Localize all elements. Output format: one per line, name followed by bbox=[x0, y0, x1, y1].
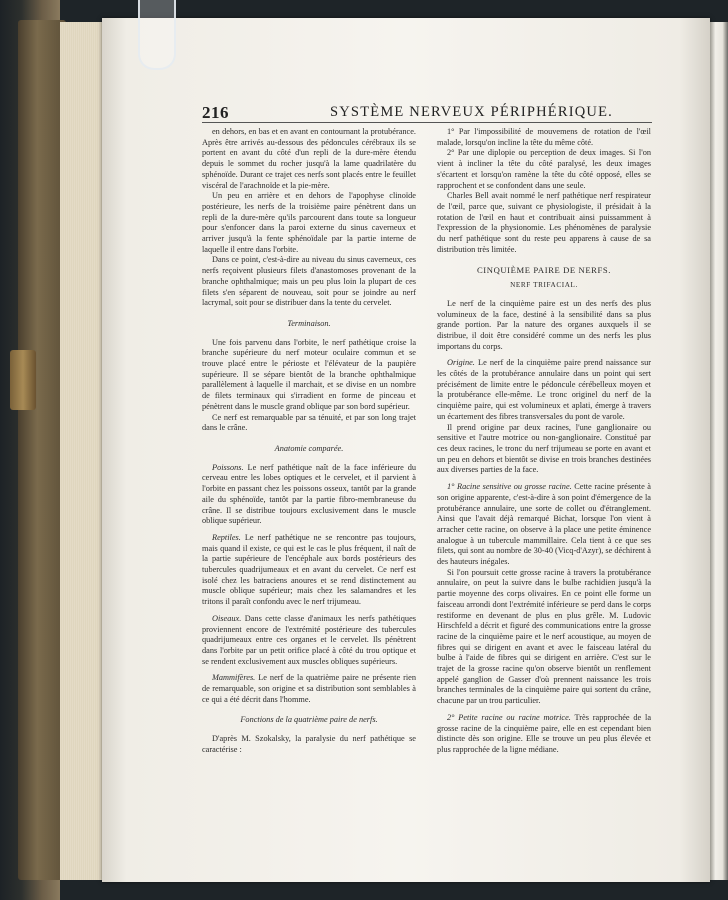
paragraph bbox=[202, 533, 416, 608]
section-heading-fonctions: Fonctions de la quatrième paire de nerfs. bbox=[240, 715, 378, 725]
header-rule bbox=[202, 122, 652, 123]
paragraph: en dehors, en bas et en avant en contournant la protubérance. Après être arrivés au-dessous des pédoncules cérébraux ils se portent en avant du côté d'un repli de la dure-mère étendu depuis le sommet du rocher jusqu'à la lame quadrilatère du sphénoïde. Durant ce trajet ces nerfs sont placés entre le feuillet viscéral de l'arachnoïde et la pie-mère. bbox=[202, 127, 416, 190]
bookmark-clip-icon bbox=[138, 0, 176, 70]
paragraph-text: Le nerf de la cinquième paire prend naissance sur les côtés de la protubérance annulaire dans un point qui sert précisément de limite entre le pédoncule cérébelleux moyen et la protubérance elle-même. Le tronc originel du nerf de la cinquième paire, qui est volumineux et aplati, émerge à travers un écartement des fibres transversales du pont de varole. bbox=[437, 358, 651, 421]
left-text-column bbox=[202, 127, 416, 756]
paragraph-text: Cette racine présente à son origine apparente, c'est-à-dire à son point d'émergence de la protubérance annulaire, une sorte de collet ou d'étranglement. Ainsi que l'avait déjà remarqué Bichat, lorsque l'on vient à arracher cette racine, on observe à la place une petite éminence analogue à un tubercule mammillaire. Cela tient à ce que ses filets, qui sont au nombre de 30-40 (Vicq-d'Azyr), se déchirent à des hauteurs inégales. bbox=[437, 482, 651, 567]
paragraph: D'après M. Szokalsky, la paralysie du nerf pathétique se caractérise : bbox=[202, 734, 416, 754]
paragraph-text: Le nerf pathétique ne se rencontre pas toujours, mais quand il existe, ce qui est le cas le plus fréquent, il naît de la partie supérieure de l'encéphale aux bords postérieurs des tubercules quadrijumeaux et en avant du cervelet. Ce nerf est isolé chez les batraciens anoures et se rend distinctement au muscle oblique supérieur; mais chez les salamandres et les tritons il paraît confondu avec le nerf trijumeau. bbox=[202, 532, 416, 607]
section-subheading-trifacial: NERF TRIFACIAL. bbox=[510, 281, 578, 290]
paragraph-text: Dans cette classe d'animaux les nerfs pathétiques proviennent encore de l'extrémité postérieure des tubercules quadrijumeaux entre ces organes et le cervelet. Ils pénètrent dans l'orbite par un petit orifice placé à côté du trou optique et se rendent exclusivement aux muscles obliques supérieurs. bbox=[202, 613, 416, 666]
paragraph: Si l'on poursuit cette grosse racine à travers la protubérance annulaire, on peut la suivre dans le bulbe rachidien jusqu'à la partie moyenne des corps olivaires. En ce point elle forme un faisceau arrondi dont l'extrémité inférieure se perd dans le corps restiforme en devenant de plus en plus grêle. M. Ludovic Hirschfeld a décrit et figuré des communications entre la grosse racine de la cinquième paire et le nerf acoustique, au moyen de fibres qui se dirigent en avant et avec le faisceau latéral du bulbe à l'aide de fibres qui se dirigent en arrière. C'est sur le trajet de la grosse racine qu'on observe bientôt un renflement appelé ganglion de Gasser d'où prennent naissance les trois branches terminales de la cinquième paire qui sortent du crâne, chacune par un trou particulier. bbox=[437, 567, 651, 706]
paragraph: Le nerf de la cinquième paire est un des nerfs des plus volumineux de la face, destiné à la sensibilité dans sa plus grande portion. Par la nature des organes auxquels il se distribue, il doit être considéré comme un des nerfs les plus importans du corps. bbox=[437, 298, 651, 351]
paragraph: Un peu en arrière et en dehors de l'apophyse clinoïde postérieure, les nerfs de la troisième paire pénètrent dans un repli de la dure-mère qu'ils parcourent dans toute sa longueur pour s'enfoncer dans la paroi externe du sinus caverneux et arriver jusqu'à la fente sphénoïdale par la partie interne de laquelle il entre dans l'orbite. bbox=[202, 191, 416, 254]
book-clasp bbox=[10, 350, 36, 410]
paragraph-label: 1° Racine sensitive ou grosse racine. bbox=[447, 482, 572, 492]
paragraph bbox=[202, 673, 416, 705]
running-header bbox=[202, 103, 652, 123]
paragraph-label: 2° Petite racine ou racine motrice. bbox=[447, 712, 571, 722]
book-cover-edge bbox=[18, 20, 66, 880]
paragraph: Une fois parvenu dans l'orbite, le nerf pathétique croise la branche supérieure du nerf moteur oculaire commun et se trouve placé entre le périoste et l'élévateur de la paupière supérieure. Il se sépare bientôt de la branche ophthalmique parallèlement à laquelle il marchait, et se divise en un nombre de filets terminaux qui s'irradient en forme de pinceau et pénètrent dans le muscle grand oblique par son bord supérieur. bbox=[202, 337, 416, 411]
page-number: 216 bbox=[202, 103, 229, 122]
paragraph-label: Reptiles. bbox=[212, 532, 241, 542]
right-page-edge bbox=[710, 22, 728, 880]
page-stack-edge bbox=[60, 22, 102, 880]
paragraph-label: Oiseaux. bbox=[212, 613, 242, 623]
paragraph: 1° Par l'impossibilité de mouvemens de rotation de l'œil malade, lorsqu'on incline la tête du même côté. bbox=[437, 127, 651, 147]
paragraph bbox=[202, 614, 416, 668]
paragraph bbox=[437, 482, 651, 568]
paragraph: Ce nerf est remarquable par sa ténuité, et par son long trajet dans le crâne. bbox=[202, 412, 416, 433]
paragraph: Dans ce point, c'est-à-dire au niveau du sinus caverneux, ces nerfs reçoivent plusieurs filets d'anastomoses provenant de la branche ophthalmique; mais un peu plus loin la plupart de ces filets s'en séparent de nouveau, soit pour se joindre au nerf lacrymal, soit pour se distribuer dans la tente du cervelet. bbox=[202, 255, 416, 308]
paragraph bbox=[437, 713, 651, 756]
paragraph-label: Poissons. bbox=[212, 462, 244, 472]
paragraph-label: Origine. bbox=[447, 358, 475, 368]
paragraph-text: Le nerf de la quatrième paire ne présente rien de remarquable, son origine et sa distribution sont semblables à ce qui a été décrit dans l'homme. bbox=[202, 673, 416, 704]
paragraph-label: Mammifères. bbox=[212, 673, 256, 683]
section-heading-anatomie: Anatomie comparée. bbox=[274, 443, 344, 453]
paragraph bbox=[437, 358, 651, 422]
section-heading-cinquieme-paire: CINQUIÈME PAIRE DE NERFS. bbox=[476, 265, 612, 276]
paragraph: 2° Par une diplopie ou perception de deux images. Si l'on vient à incliner la tête du côté paralysé, les deux images s'écartent et lorsqu'on ramène la tête du côté opposé, elles se rapprochent et se confondent dans une seule. bbox=[437, 148, 651, 190]
paragraph-text: Très rapprochée de la grosse racine de la cinquième paire, elle en est cependant bien distincte dès son origine. Elle se trouve un peu plus élevée et plus rapprochée de la ligne médiane. bbox=[437, 712, 651, 754]
running-title: SYSTÈME NERVEUX PÉRIPHÉRIQUE. bbox=[330, 104, 613, 120]
right-text-column bbox=[437, 127, 651, 756]
section-heading-terminaison: Terminaison. bbox=[287, 318, 331, 328]
paragraph-text: Le nerf pathétique naît de la face inférieure du cerveau entre les lobes optiques et le cervelet, et il parvient à l'orbite en passant chez les poissons osseux, tantôt par la grande aile du sphénoïde, tantôt par la partie fibro-membraneuse du crâne. Il se distribue toujours exclusivement dans le muscle oblique supérieur. bbox=[202, 462, 416, 526]
paragraph: Charles Bell avait nommé le nerf pathétique nerf respirateur de l'œil, parce que, suivant ce physiologiste, il présidait à la rotation de l'œil en haut et contribuait ainsi puissamment à l'expression de la physionomie. Les phénomènes de paralysie du nerf pathétique sont du reste peu apparens à cause de sa distribution très limitée. bbox=[437, 191, 651, 254]
paragraph: Il prend origine par deux racines, l'une ganglionaire ou sensitive et l'autre motrice ou non-ganglionaire. Constitué par ces deux racines, le tronc du nerf trijumeau se porte en avant et un peu en dehors et bientôt se divise en trois branches destinées aux diverses parties de la face. bbox=[437, 422, 651, 475]
paragraph bbox=[202, 463, 416, 527]
